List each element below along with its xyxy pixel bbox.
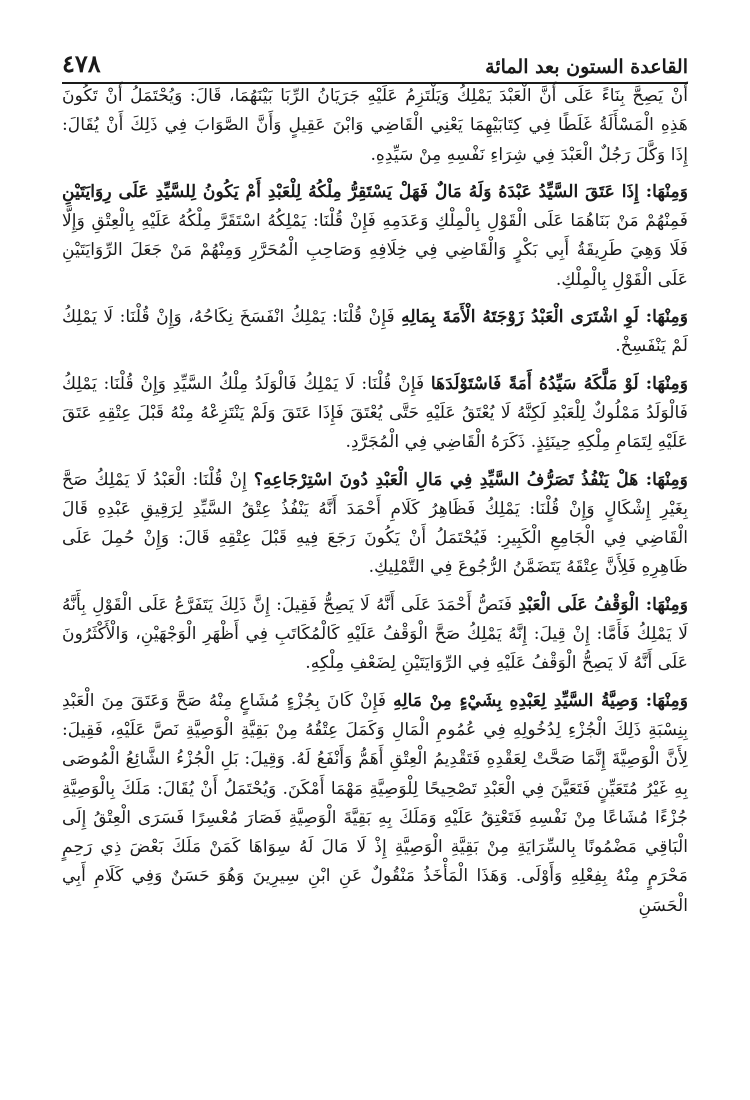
- paragraph-text: فَمِنْهُمْ مَنْ بَنَاهُمَا عَلَى الْقَوْلِ بِالْمِلْكِ وَعَدَمِهِ فَإِنْ قُلْنَا: يَمْلِكُهُ اسْتَقَرَّ مِلْكُهُ عَلَيْهِ بِالْعِتْقِ وَإِلَّا فَلَا وَهِيَ طَرِيقَةُ أَبِي بَكْرٍ وَالْقَاضِي فِي خِلَافِهِ وَصَاحِبِ الْمُحَرَّرِ وَمِنْهُمْ مَنْ جَعَلَ الرِّوَايَتَيْنِ عَلَى الْقَوْلِ بِالْمِلْكِ.: [62, 211, 688, 290]
- paragraph-lead: وَمِنْهَا: وَصِيَّةُ السَّيِّدِ لِعَبْدِهِ بِشَيْءٍ مِنْ مَالِهِ: [393, 690, 688, 711]
- paragraph-7: [62, 687, 688, 921]
- paragraph-lead: وَمِنْهَا: هَلْ يَنْفُذُ تَصَرُّفُ السَّيِّدِ فِي مَالِ الْعَبْدِ دُونَ اسْتِرْجَاعِهِ؟: [253, 469, 688, 490]
- paragraph-lead: وَمِنْهَا: لَوِ اشْتَرَى الْعَبْدُ زَوْجَتَهُ الْأَمَةَ بِمَالِهِ: [401, 307, 688, 328]
- paragraph-text: فَإِنْ قُلْنَا: لَا يَمْلِكُ فَالْوَلَدُ مِلْكُ السَّيِّدِ وَإِنْ قُلْنَا: يَمْلِكُ فَالْوَلَدُ مَمْلُوكٌ لِلْعَبْدِ لَكِنَّهُ لَا يُعْتَقُ عَلَيْهِ حَتَّى يُعْتَقَ فَإِذَا عَتَقَ وَلَمْ يَنْتَزِعْهُ مِنْهُ قَبْلَ عِتْقِهِ عَتَقَ عَلَيْهِ لِتَمَامِ مِلْكِهِ حِينَئِذٍ. ذَكَرَهُ الْقَاضِي فِي الْمُجَرَّدِ.: [62, 373, 688, 453]
- paragraph-text: إِنْ قُلْنَا: الْعَبْدُ لَا يَمْلِكُ صَحَّ بِغَيْرِ إِشْكَالٍ وَإِنْ قُلْنَا: يَمْلِكُ فَظَاهِرُ كَلَامِ أَحْمَدَ أَنَّهُ يَنْفُذُ عِتْقُ السَّيِّدِ لِرَقِيقِ عَبْدِهِ قَالَ الْقَاضِي فِي الْجَامِعِ الْكَبِيرِ: فَيُحْتَمَلُ أَنْ يَكُونَ رَجَعَ فِيهِ قَبْلَ عِتْقِهِ قَالَ: وَإِنْ حُمِلَ عَلَى ظَاهِرِهِ فَلِأَنَّ عِتْقَهُ يَتَضَمَّنُ الرُّجُوعَ فِي التَّمْلِيكِ.: [62, 469, 688, 578]
- paragraph-text: فَإِنْ قُلْنَا: يَمْلِكُ انْفَسَخَ نِكَاحُهُ، وَإِنْ قُلْنَا: لَا يَمْلِكُ لَمْ يَنْفَسِخْ.: [62, 307, 688, 357]
- paragraph-5: [62, 466, 688, 583]
- paragraph-text: فَنَصُّ أَحْمَدَ عَلَى أَنَّهُ لَا يَصِحُّ فَقِيلَ: إِنَّ ذَلِكَ يَتَفَرَّعُ عَلَى الْقَوْلِ بِأَنَّهُ لَا يَمْلِكُ فَأَمَّا: إِنْ قِيلَ: إِنَّهُ يَمْلِكُ صَحَّ الْوَقْفُ عَلَيْهِ كَالْمُكَاتَبِ فِي أَظْهَرِ الْوَجْهَيْنِ، وَالْأَكْثَرُونَ عَلَى أَنَّهُ لَا يَصِحُّ الْوَقْفُ عَلَيْهِ فِي الرِّوَايَتَيْنِ لِضَعْفِ مِلْكِهِ.: [62, 594, 688, 674]
- paragraph-3: [62, 303, 688, 362]
- paragraph-lead: وَمِنْهَا: لَوْ مَلَّكَهُ سَيِّدُهُ أَمَةً فَاسْتَوْلَدَهَا: [430, 373, 688, 394]
- page-body: [62, 82, 688, 1090]
- paragraph-text: أَنْ يَصِحَّ بِنَاءً عَلَى أَنَّ الْعَبْدَ يَمْلِكُ وَيَلْتَزِمُ عَلَيْهِ جَرَيَانُ الرِّبَا بَيْنَهُمَا، قَالَ: وَيُحْتَمَلُ أَنْ تَكُونَ هَذِهِ الْمَسْأَلَةُ غَلَطًا فِي كِتَابَيْهِمَا يَعْنِي الْقَاضِي وَابْنَ عَقِيلٍ وَأَنَّ الصَّوَابَ فِي ذَلِكَ أَنْ يُقَالَ: إِذَا وَكَّلَ رَجُلٌ الْعَبْدَ فِي شِرَاءِ نَفْسِهِ مِنْ سَيِّدِهِ.: [62, 86, 688, 165]
- paragraph-lead: وَمِنْهَا: الْوَقْفُ عَلَى الْعَبْدِ: [518, 594, 688, 615]
- paragraph-lead: وَمِنْهَا: إِذَا عَتَقَ السَّيِّدُ عَبْدَهُ وَلَهُ مَالٌ فَهَلْ يَسْتَقِرُّ مِلْكُهُ لِلْعَبْدِ أَمْ يَكُونُ لِلسَّيِّدِ عَلَى رِوَايَتَيْنِ: [62, 181, 688, 202]
- paragraph-1: [62, 82, 688, 170]
- paragraph-4: [62, 370, 688, 458]
- page-number: ٤٧٨: [62, 49, 101, 78]
- page-header: [62, 38, 688, 84]
- paragraph-text: فَإِنْ كَانَ بِجُزْءٍ مُشَاعٍ مِنْهُ صَحَّ وَعَتَقَ مِنَ الْعَبْدِ بِنِسْبَةِ ذَلِكَ الْجُزْءِ لِدُخُولِهِ فِي عُمُومِ الْمَالِ وَكَمَلَ عِتْقُهُ مِنْ بَقِيَّةِ الْوَصِيَّةِ نَصَّ عَلَيْهِ، فَقِيلَ: لِأَنَّ الْوَصِيَّةَ إِنَّمَا صَحَّتْ لِعَقْدِهِ فَتَقْدِيمُ الْعِتْقِ أَهَمُّ وَأَنْفَعُ لَهُ. وَقِيلَ: بَلِ الْجُزْءُ الشَّائِعُ الْمُوصَى بِهِ غَيْرُ مُتَعَيِّنٍ فَتَعَيَّنَ فِي الْعَبْدِ تَصْحِيحًا لِلْوَصِيَّةِ مَهْمَا أَمْكَنَ. وَيُحْتَمَلُ أَنْ يُقَالَ: مَلَكَ بِالْوَصِيَّةِ جُزْءًا مُشَاعًا مِنْ نَفْسِهِ فَتَعْتِقُ عَلَيْهِ وَمَلَكَ بِهِ بَقِيَّةَ الْوَصِيَّةِ فَصَارَ مُعْسِرًا فَسَرَى الْعِتْقُ إِلَى الْبَاقِي مَضْمُونًا بِالسِّرَايَةِ مِنْ بَقِيَّةِ الْوَصِيَّةِ إِذْ لَا مَالَ لَهُ سِوَاهَا كَمَنْ مَلَكَ بَعْضَ ذِي رَحِمٍ مَحْرَمٍ مِنْهُ بِفِعْلِهِ وَأَوْلَى. وَهَذَا الْمَأْخَذُ مَنْقُولٌ عَنِ ابْنِ سِيرِينَ وَهُوَ حَسَنٌ وَفِي كَلَامِ أَبِي الْحَسَنِ: [62, 690, 688, 916]
- paragraph-2: [62, 178, 688, 295]
- running-title: القاعدة الستون بعد المائة: [485, 56, 688, 78]
- paragraph-6: [62, 591, 688, 679]
